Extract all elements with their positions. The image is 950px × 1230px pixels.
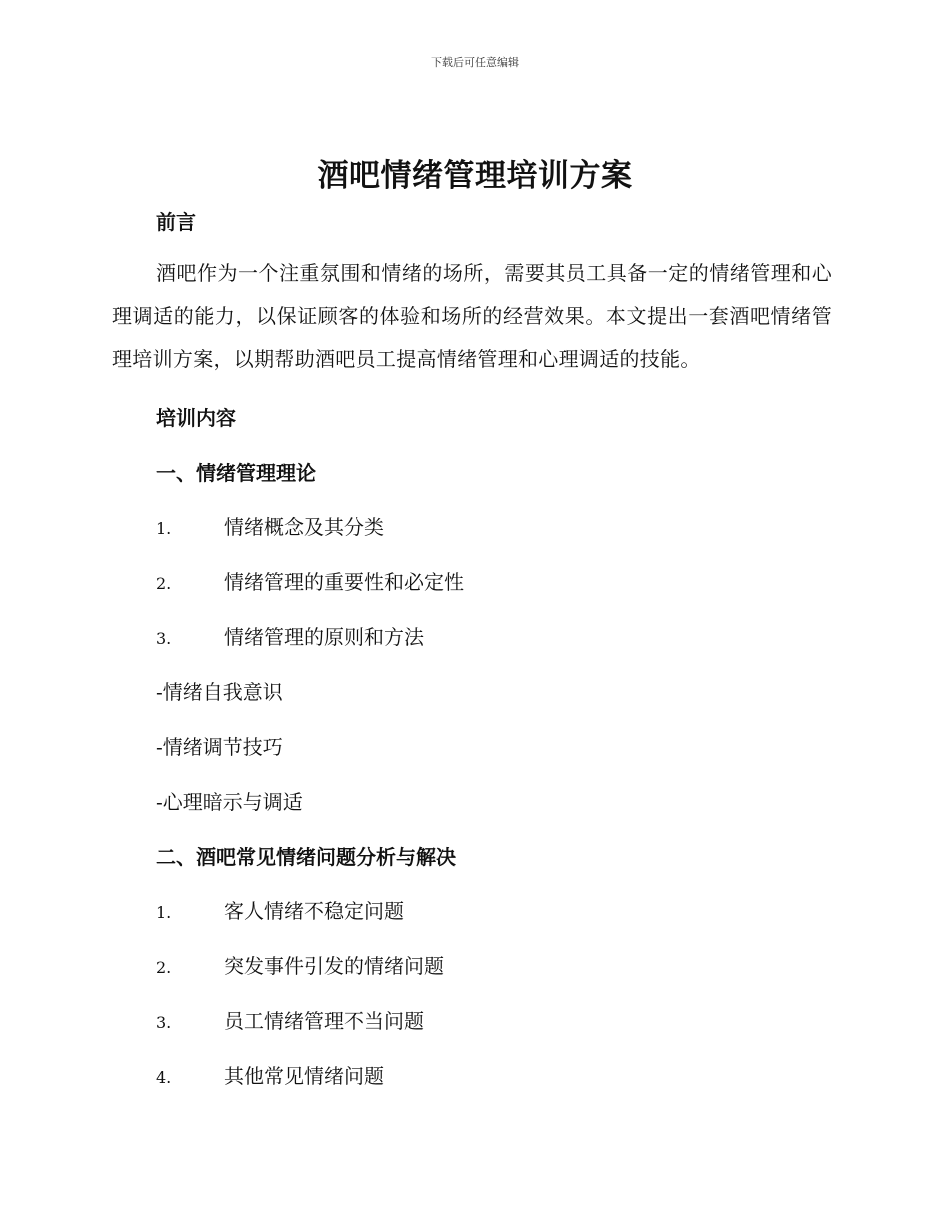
list-item-number: 2.: [156, 574, 172, 593]
list-item-number: 3.: [156, 629, 172, 648]
sub-list-item: -心理暗示与调适: [156, 790, 303, 814]
content-heading: 培训内容: [156, 406, 236, 430]
list-item-number: 3.: [156, 1013, 172, 1032]
sub-list-item: -情绪自我意识: [156, 680, 283, 704]
list-item-text: 员工情绪管理不当问题: [224, 1009, 424, 1033]
list-item-number: 4.: [156, 1068, 172, 1087]
document-title: 酒吧情绪管理培训方案: [317, 158, 633, 194]
list-item: [156, 511, 384, 540]
header-note: 下载后可任意编辑: [431, 56, 519, 69]
section1-heading: 一、情绪管理理论: [156, 461, 316, 485]
list-item-text: 其他常见情绪问题: [224, 1064, 384, 1088]
list-item-number: 2.: [156, 958, 172, 977]
list-item: [156, 621, 424, 650]
list-item-text: 客人情绪不稳定问题: [224, 899, 404, 923]
sub-list-item: -情绪调节技巧: [156, 735, 283, 759]
section2-heading: 二、酒吧常见情绪问题分析与解决: [156, 845, 456, 869]
list-item-text: 情绪管理的原则和方法: [224, 625, 424, 649]
preface-paragraph: 酒吧作为一个注重氛围和情绪的场所，需要其员工具备一定的情绪管理和心理调适的能力，以保证顾客的体验和场所的经营效果。本文提出一套酒吧情绪管理培训方案，以期帮助酒吧员工提高情绪管理和心理调适的技能。: [112, 261, 832, 371]
list-item: [156, 566, 464, 595]
list-item-text: 突发事件引发的情绪问题: [224, 954, 444, 978]
list-item-number: 1.: [156, 519, 172, 538]
list-item: [156, 1060, 384, 1089]
list-item-number: 1.: [156, 903, 172, 922]
list-item-text: 情绪管理的重要性和必定性: [224, 570, 464, 594]
list-item: [156, 950, 444, 979]
list-item-text: 情绪概念及其分类: [224, 515, 384, 539]
preface-heading: 前言: [156, 210, 196, 234]
list-item: [156, 895, 404, 924]
list-item: [156, 1005, 424, 1034]
